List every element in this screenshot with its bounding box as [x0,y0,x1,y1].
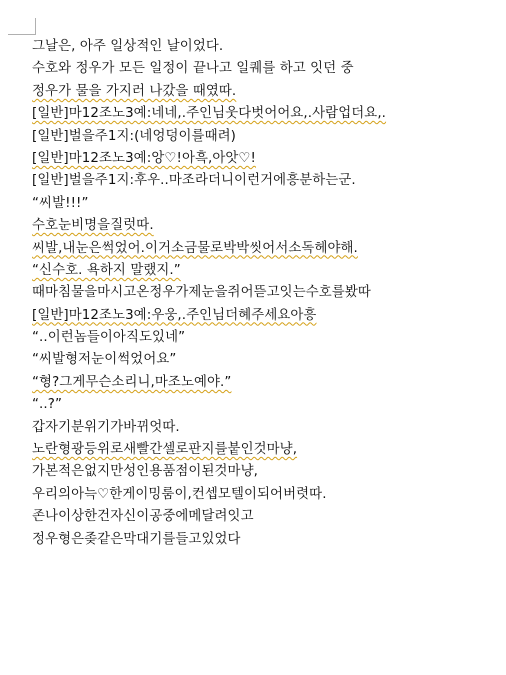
text-line [32,417,492,439]
text-line [32,305,492,327]
text-line-content: “..?” [32,397,62,413]
text-line-content: “..이런놈들이아직도있네” [32,330,186,346]
text-line [32,327,492,349]
text-line-content: “씨발형저눈이썩었어요” [32,352,177,368]
text-line-content: 가본적은없지만성인용품점이된것마냥, [32,464,258,480]
text-line [32,439,492,461]
text-line-content: 노란형광등위로새빨간셀로판지를붙인것마냥, [32,442,298,458]
text-line [32,394,492,416]
text-line [32,506,492,528]
text-line [32,103,492,125]
text-line [32,215,492,237]
text-line-content: 때마침물을마시고온정우가제눈을쥐어뜯고잇는수호를봤따 [32,285,371,301]
text-line-content: 수호눈비명을질럿따. [32,218,154,234]
text-line [32,36,492,58]
text-line-content: [일반]마12조노3예:앙♡!아흑,아앗♡! [32,150,257,166]
text-line [32,193,492,215]
margin-corner-line [8,34,35,35]
text-line [32,81,492,103]
text-line-content: 정우형은좆같은막대기를들고있었다 [32,531,241,547]
text-line [32,58,492,80]
text-line-content: “씨발!!!” [32,195,89,211]
text-line [32,484,492,506]
text-line [32,529,492,551]
text-line [32,282,492,304]
text-line [32,238,492,260]
text-line [32,461,492,483]
text-line [32,349,492,371]
document-body[interactable] [32,36,492,551]
margin-corner-mark [28,18,36,35]
text-line-content: [일반]벌을주1지:후우..마조라더니이런거에흥분하는군. [32,173,356,189]
text-line-content: 수호와 정우가 모든 일정이 끝나고 일퀘를 하고 잇던 중 [32,61,354,77]
text-line-content: 갑자기분위기가바뀌엇따. [32,419,180,435]
text-line [32,170,492,192]
text-line-content: [일반]벌을주1지:(네엉덩이를때려) [32,128,236,144]
text-line-content: 우리의아늑♡한게이밍룸이,컨셉모텔이되어버렷따. [32,486,327,502]
text-line-content: [일반]마12조노3예:우웅,.주인님더혜주세요아흥 [32,307,317,323]
text-line [32,372,492,394]
text-line [32,148,492,170]
text-line-content: 그날은, 아주 일상적인 날이었다. [32,39,224,54]
text-line-content: “형?그게무슨소리니,마조노예야.” [32,374,232,390]
text-line-content: “신수호. 욕하지 말랬지.” [32,262,181,278]
text-line-content: 존나이상한건자신이공중에메달려잇고 [32,509,254,525]
text-line-content: 정우가 물을 가지러 나갔을 때였따. [32,83,237,99]
text-line [32,260,492,282]
text-line-content: 씨발,내눈은썩었어.이거소금물로박박씻어서소독헤야해. [32,240,358,256]
text-line [32,126,492,148]
text-line-content: [일반]마12조노3예:네네,.주인님웃다벗어어요,.사람업더요,. [32,106,387,122]
